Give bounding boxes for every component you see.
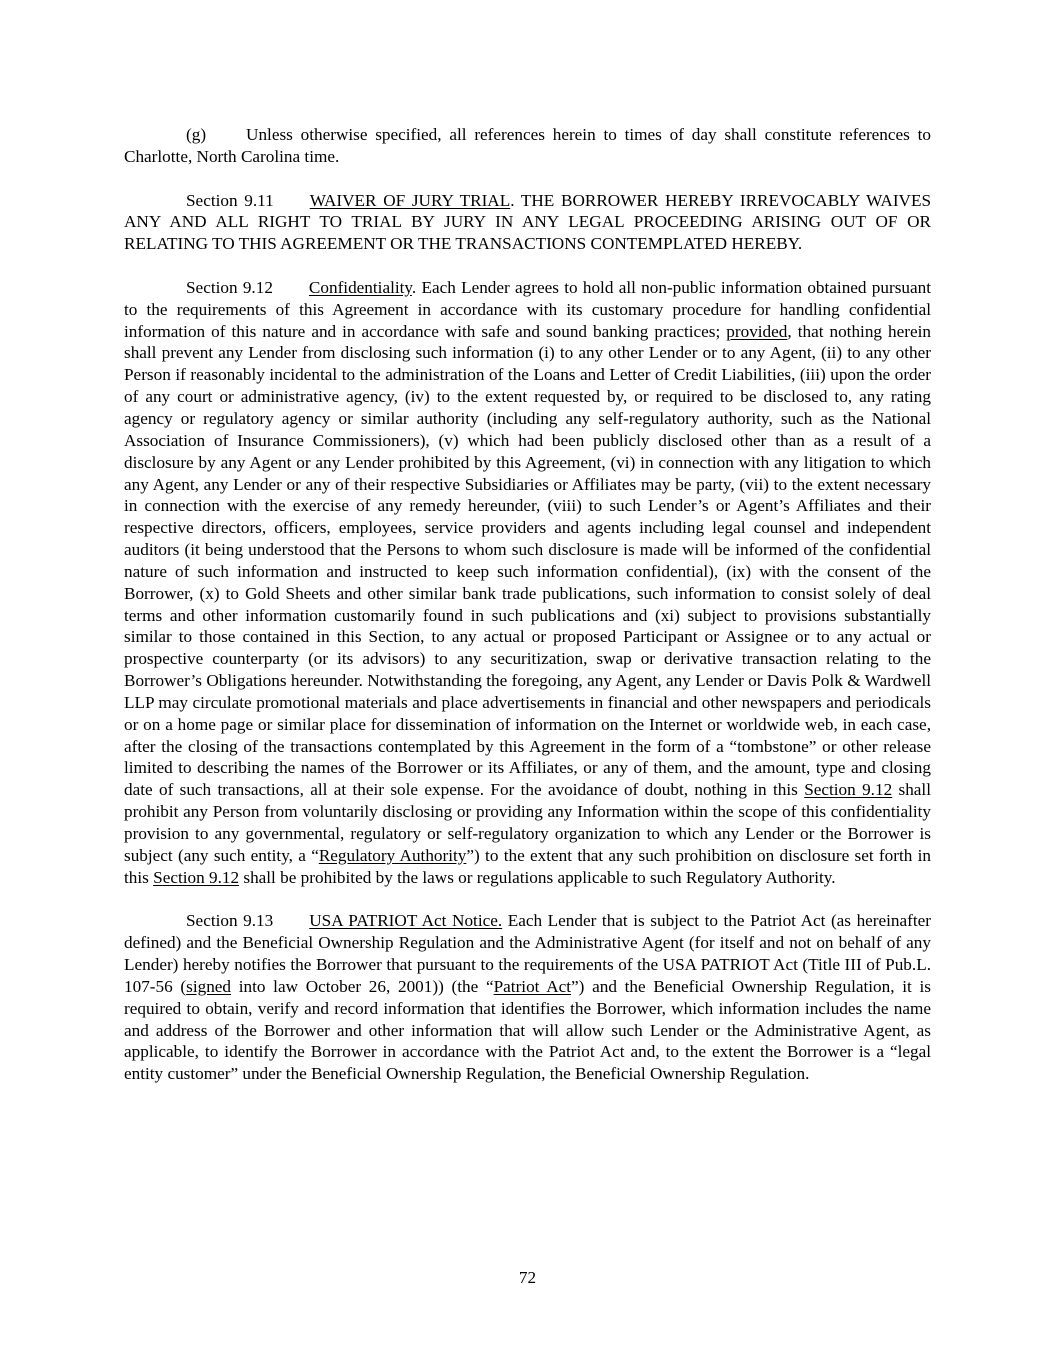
section-9-12-cross-reference: Section 9.12 <box>804 780 893 800</box>
document-page <box>124 124 931 1107</box>
section-9-13-text-3: ”) and the Beneficial Ownership Regulation, it is required to obtain, verify and record information that identifies the Borrower, which information includes the name and address of the Borrower and other information that will allow such Lender or the Administrative Agent, as applicable, to identify the Borrower in accordance with the Patriot Act and, to the extent the Borrower is a “legal entity customer” under the Beneficial Ownership Regulation, the Beneficial Ownership Regulation. <box>124 976 931 1084</box>
paragraph-g <box>124 124 931 168</box>
section-9-12-number: Section 9.12 <box>186 277 273 297</box>
section-9-13-number: Section 9.13 <box>186 911 274 931</box>
section-9-12-heading: Confidentiality <box>308 277 412 297</box>
section-9-13-text-1: Each Lender that is subject to the Patriot Act (as hereinafter defined) and the Beneficial Ownership Regulation and the Administrative Agent (for itself and not on behalf of any Lender) hereby notifies the Borrower that pursuant to the requirements of the USA PATRIOT Act (Title III of Pub.L. 107-56 ( <box>124 911 932 996</box>
section-9-12-text-1: . Each Lender agrees to hold all non-public information obtained pursuant to the requirements of this Agreement in accordance with its customary procedure for handling confidential information of this nature and in accordance with safe and sound banking practices; <box>124 277 931 341</box>
section-9-13-text-2: into law October 26, 2001)) (the “ <box>231 976 494 996</box>
page-number: 72 <box>518 1268 537 1287</box>
section-9-13-heading: USA PATRIOT Act Notice. <box>309 911 503 931</box>
regulatory-authority-term: Regulatory Authority <box>318 845 467 865</box>
paragraph-g-text: Unless otherwise specified, all references herein to times of day shall constitute references to Charlotte, North Carolina time. <box>124 125 931 166</box>
section-9-12-text-3: shall prohibit any Person from voluntarily disclosing or providing any Information within the scope of this confidentiality provision to any governmental, regulatory or self-regulatory organization to which any Lender or the Borrower is subject (any such entity, a “ <box>124 780 931 865</box>
signed-term: signed <box>186 976 232 996</box>
section-9-12-cross-reference: Section 9.12 <box>153 867 240 887</box>
section-9-11 <box>124 190 931 256</box>
patriot-act-term: Patriot Act <box>493 976 572 996</box>
section-9-11-heading: WAIVER OF JURY TRIAL <box>309 190 511 210</box>
provided-term: provided <box>726 321 788 341</box>
section-9-12-text-4: ”) to the extent that any such prohibition on disclosure set forth in this <box>124 845 931 887</box>
section-9-12-text-2: , that nothing herein shall prevent any Lender from disclosing such information (i) to any other Lender or to any Agent, (ii) to any other Person if reasonably incidental to the administration of the Loans and Letter of Credit Liabilities, (iii) upon the order of any court or administrative agency, (iv) to the extent requested by, or required to be disclosed to, any rating agency or regulatory agency or similar authority (including any self-regulatory authority, such as the National Association of Insurance Commissioners), (v) which had been publicly disclosed other than as a result of a disclosure by any Agent or any Lender prohibited by this Agreement, (vi) in connection with any litigation to which any Agent, any Lender or any of their respective Subsidiaries or Affiliates may be party, (vii) to the extent necessary in connection with the exercise of any remedy hereunder, (viii) to such Lender’s or Agent’s Affiliates and their respective directors, officers, employees, service providers and agents including legal counsel and independent auditors (it being understood that the Persons to whom such disclosure is made will be informed of the confidential nature of such information and instructed to keep such information confidential), (ix) with the consent of the Borrower, (x) to Gold Sheets and other similar bank trade publications, such information to consist solely of deal terms and other information customarily found in such publications and (xi) subject to provisions substantially similar to those contained in this Section, to any actual or proposed Participant or Assignee or to any actual or prospective counterparty (or its advisors) to any securitization, swap or derivative transaction relating to the Borrower’s Obligations hereunder. Notwithstanding the foregoing, any Agent, any Lender or Davis Polk & Wardwell LLP may circulate promotional materials and place advertisements in financial and other newspapers and periodicals or on a home page or similar place for dissemination of information on the Internet or worldwide web, in each case, after the closing of the transactions contemplated by this Agreement in the form of a “tombstone” or other release limited to describing the names of the Borrower or its Affiliates, or any of them, and the amount, type and closing date of such transactions, all at their sole expense. For the avoidance of doubt, nothing in this <box>124 321 931 800</box>
section-9-13 <box>124 910 931 1085</box>
section-9-12 <box>124 277 931 889</box>
paragraph-g-label: (g) <box>186 125 207 144</box>
section-9-12-text-5: shall be prohibited by the laws or regulations applicable to such Regulatory Authority. <box>239 867 836 887</box>
section-9-11-body: . THE BORROWER HEREBY IRREVOCABLY WAIVES ANY AND ALL RIGHT TO TRIAL BY JURY IN ANY LEGAL PROCEEDING ARISING OUT OF OR RELATING TO THIS AGREEMENT OR THE TRANSACTIONS CONTEMPLATED HEREBY. <box>124 190 932 254</box>
section-9-11-number: Section 9.11 <box>186 190 274 210</box>
